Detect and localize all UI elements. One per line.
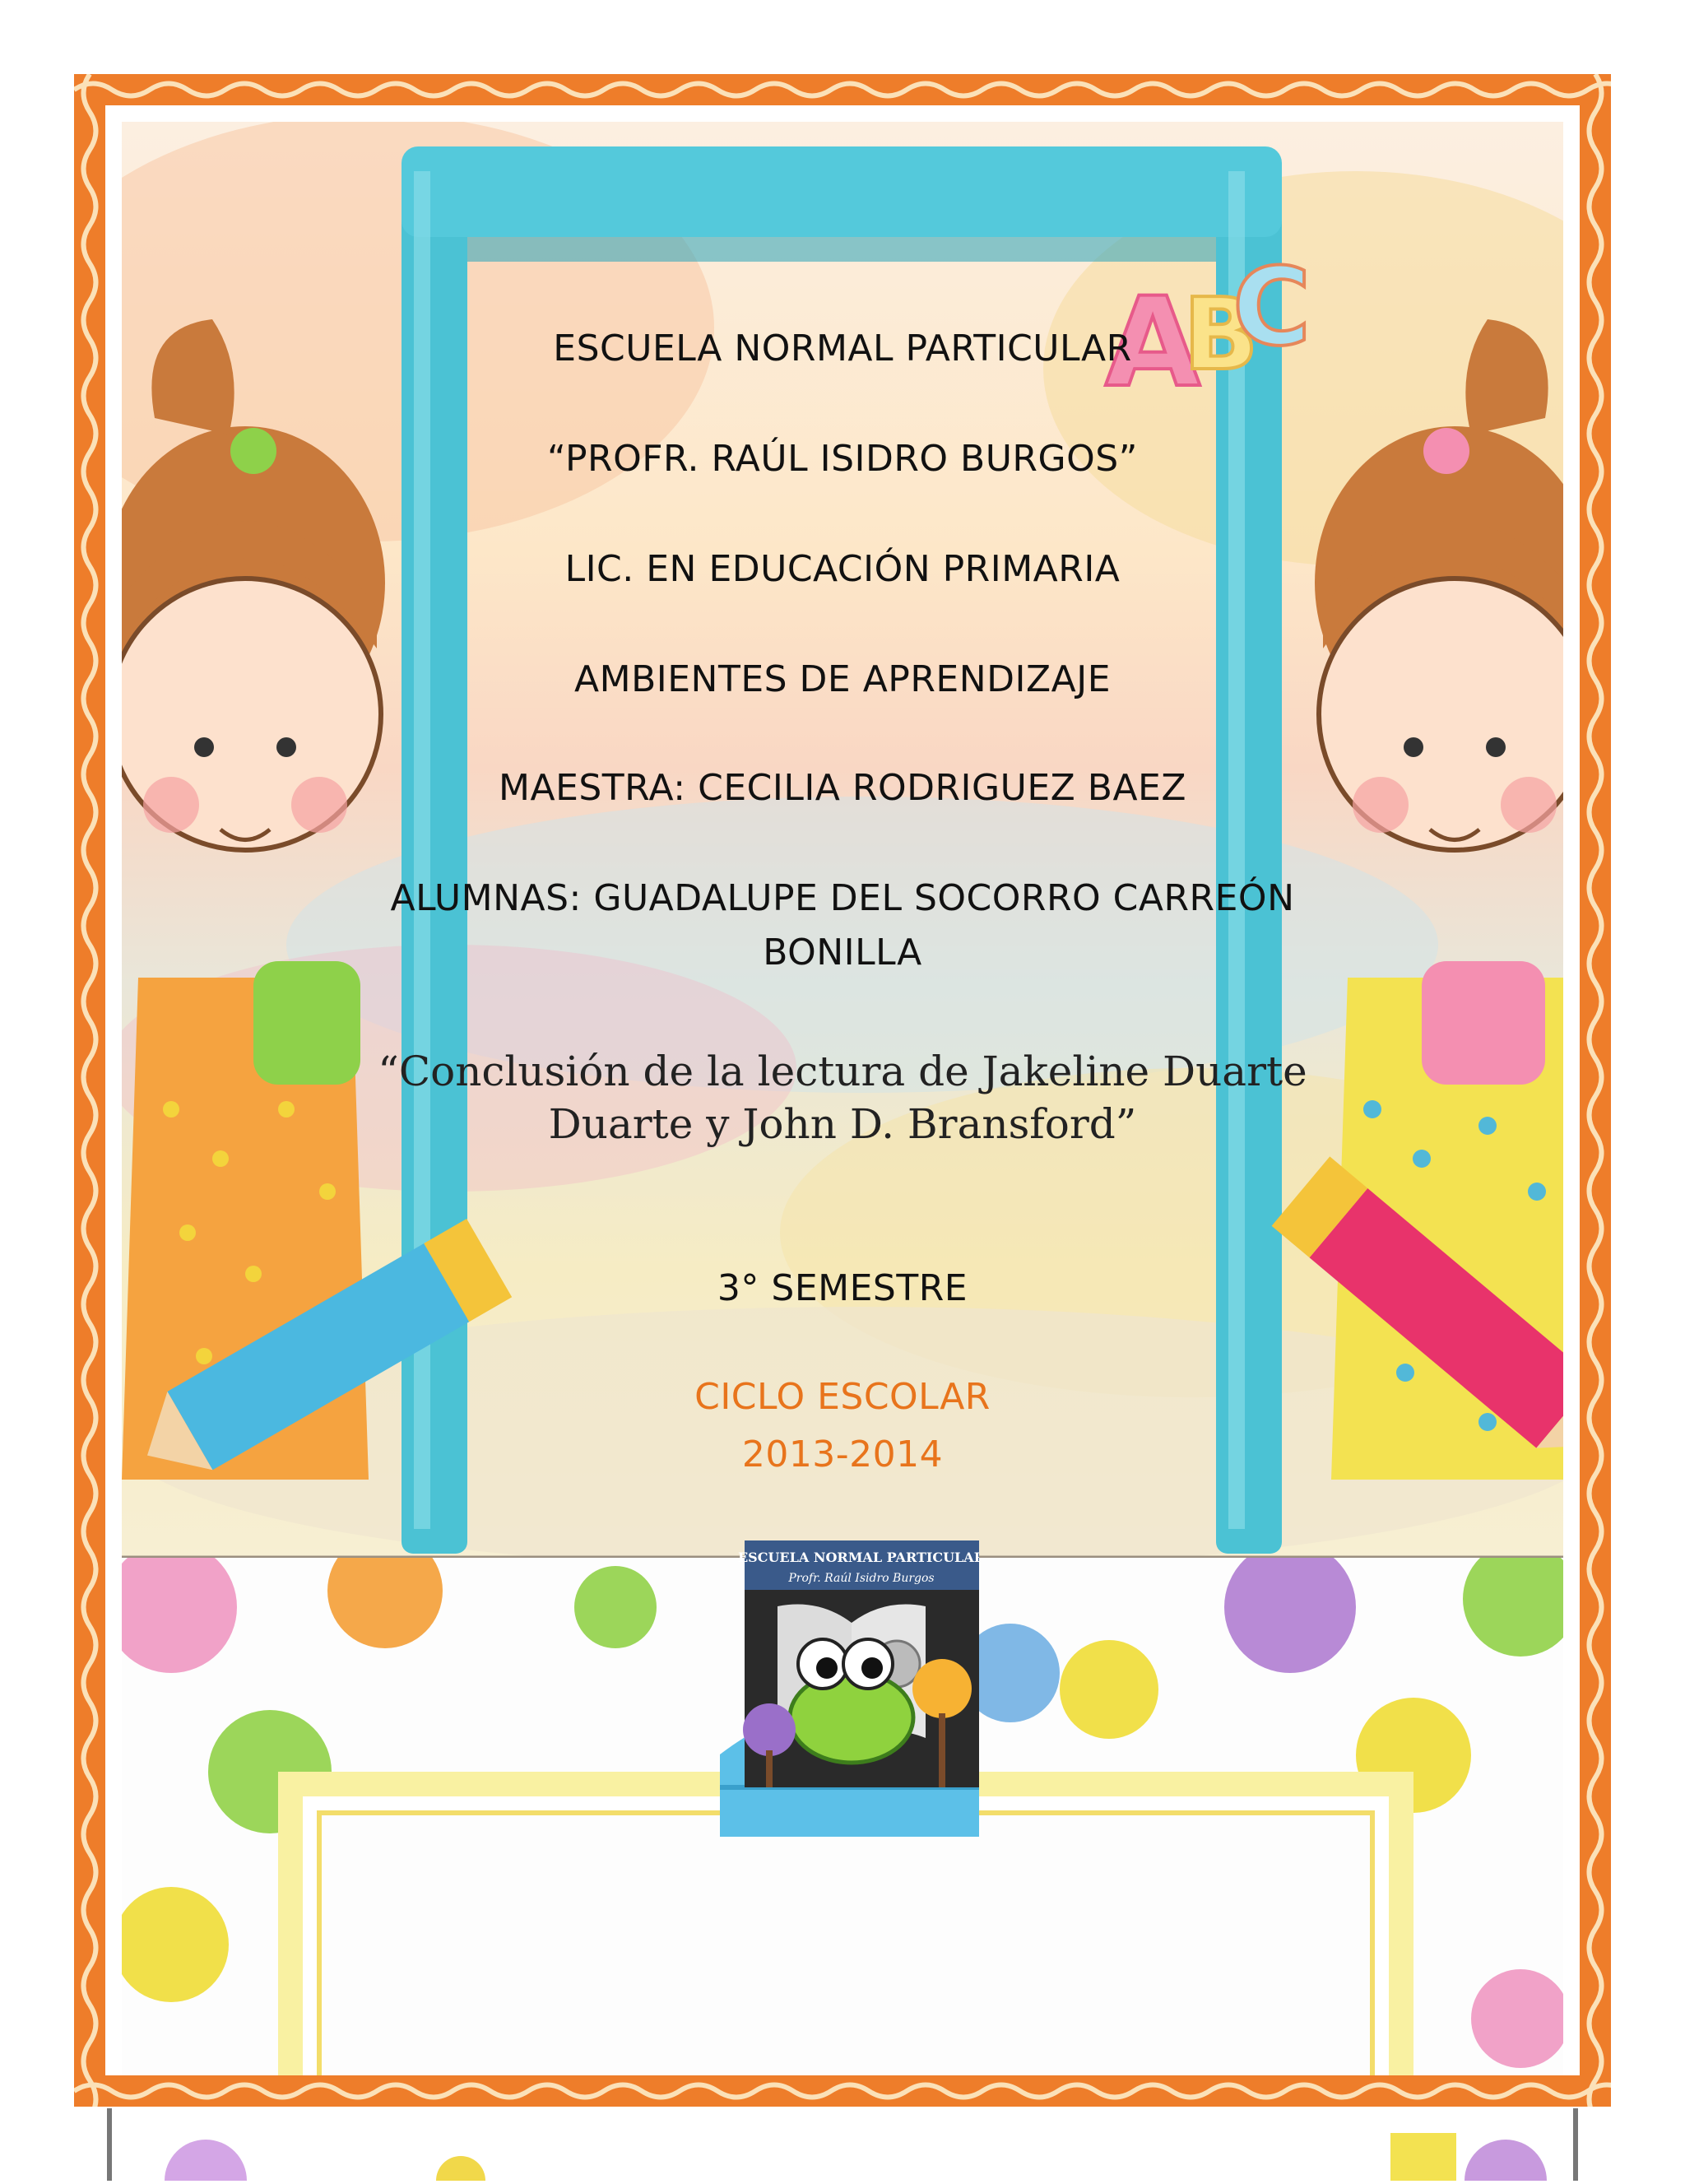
semester-line: 3° SEMESTRE: [717, 1267, 968, 1309]
cycle-label: CICLO ESCOLAR: [694, 1376, 991, 1418]
svg-text:C: C: [1232, 244, 1311, 369]
teacher-line: MAESTRA: CECILIA RODRIGUEZ BAEZ: [499, 767, 1186, 809]
logo-banner-line-2: Profr. Raúl Isidro Burgos: [788, 1572, 935, 1585]
svg-text:A: A: [1105, 272, 1201, 415]
degree-line: LIC. EN EDUCACIÓN PRIMARIA: [564, 548, 1121, 590]
border-wave-bottom: [74, 2075, 1611, 2107]
border-wave-top: [74, 74, 1611, 105]
school-logo-icon: [720, 1540, 979, 1837]
work-title-line-2: Duarte y John D. Bransford”: [548, 1100, 1137, 1148]
border-wave-right: [1580, 74, 1611, 2107]
svg-text:B: B: [1183, 278, 1259, 393]
border-wave-left: [74, 74, 105, 2107]
school-name: “PROFR. RAÚL ISIDRO BURGOS”: [547, 438, 1138, 480]
logo-banner-line-1: ESCUELA NORMAL PARTICULAR: [737, 1550, 979, 1565]
work-title-line-1: “Conclusión de la lectura de Jakeline Duarte: [378, 1048, 1307, 1095]
next-page-edge: [107, 2108, 1578, 2181]
subject-line: AMBIENTES DE APRENDIZAJE: [574, 658, 1111, 700]
cycle-years: 2013-2014: [741, 1434, 944, 1475]
students-line-1: ALUMNAS: GUADALUPE DEL SOCORRO CARREÓN: [390, 877, 1295, 919]
school-logo: [720, 1540, 979, 1787]
school-heading: ESCUELA NORMAL PARTICULAR: [553, 328, 1132, 369]
next-page-art: [107, 2108, 1578, 2181]
students-line-2: BONILLA: [763, 932, 922, 974]
